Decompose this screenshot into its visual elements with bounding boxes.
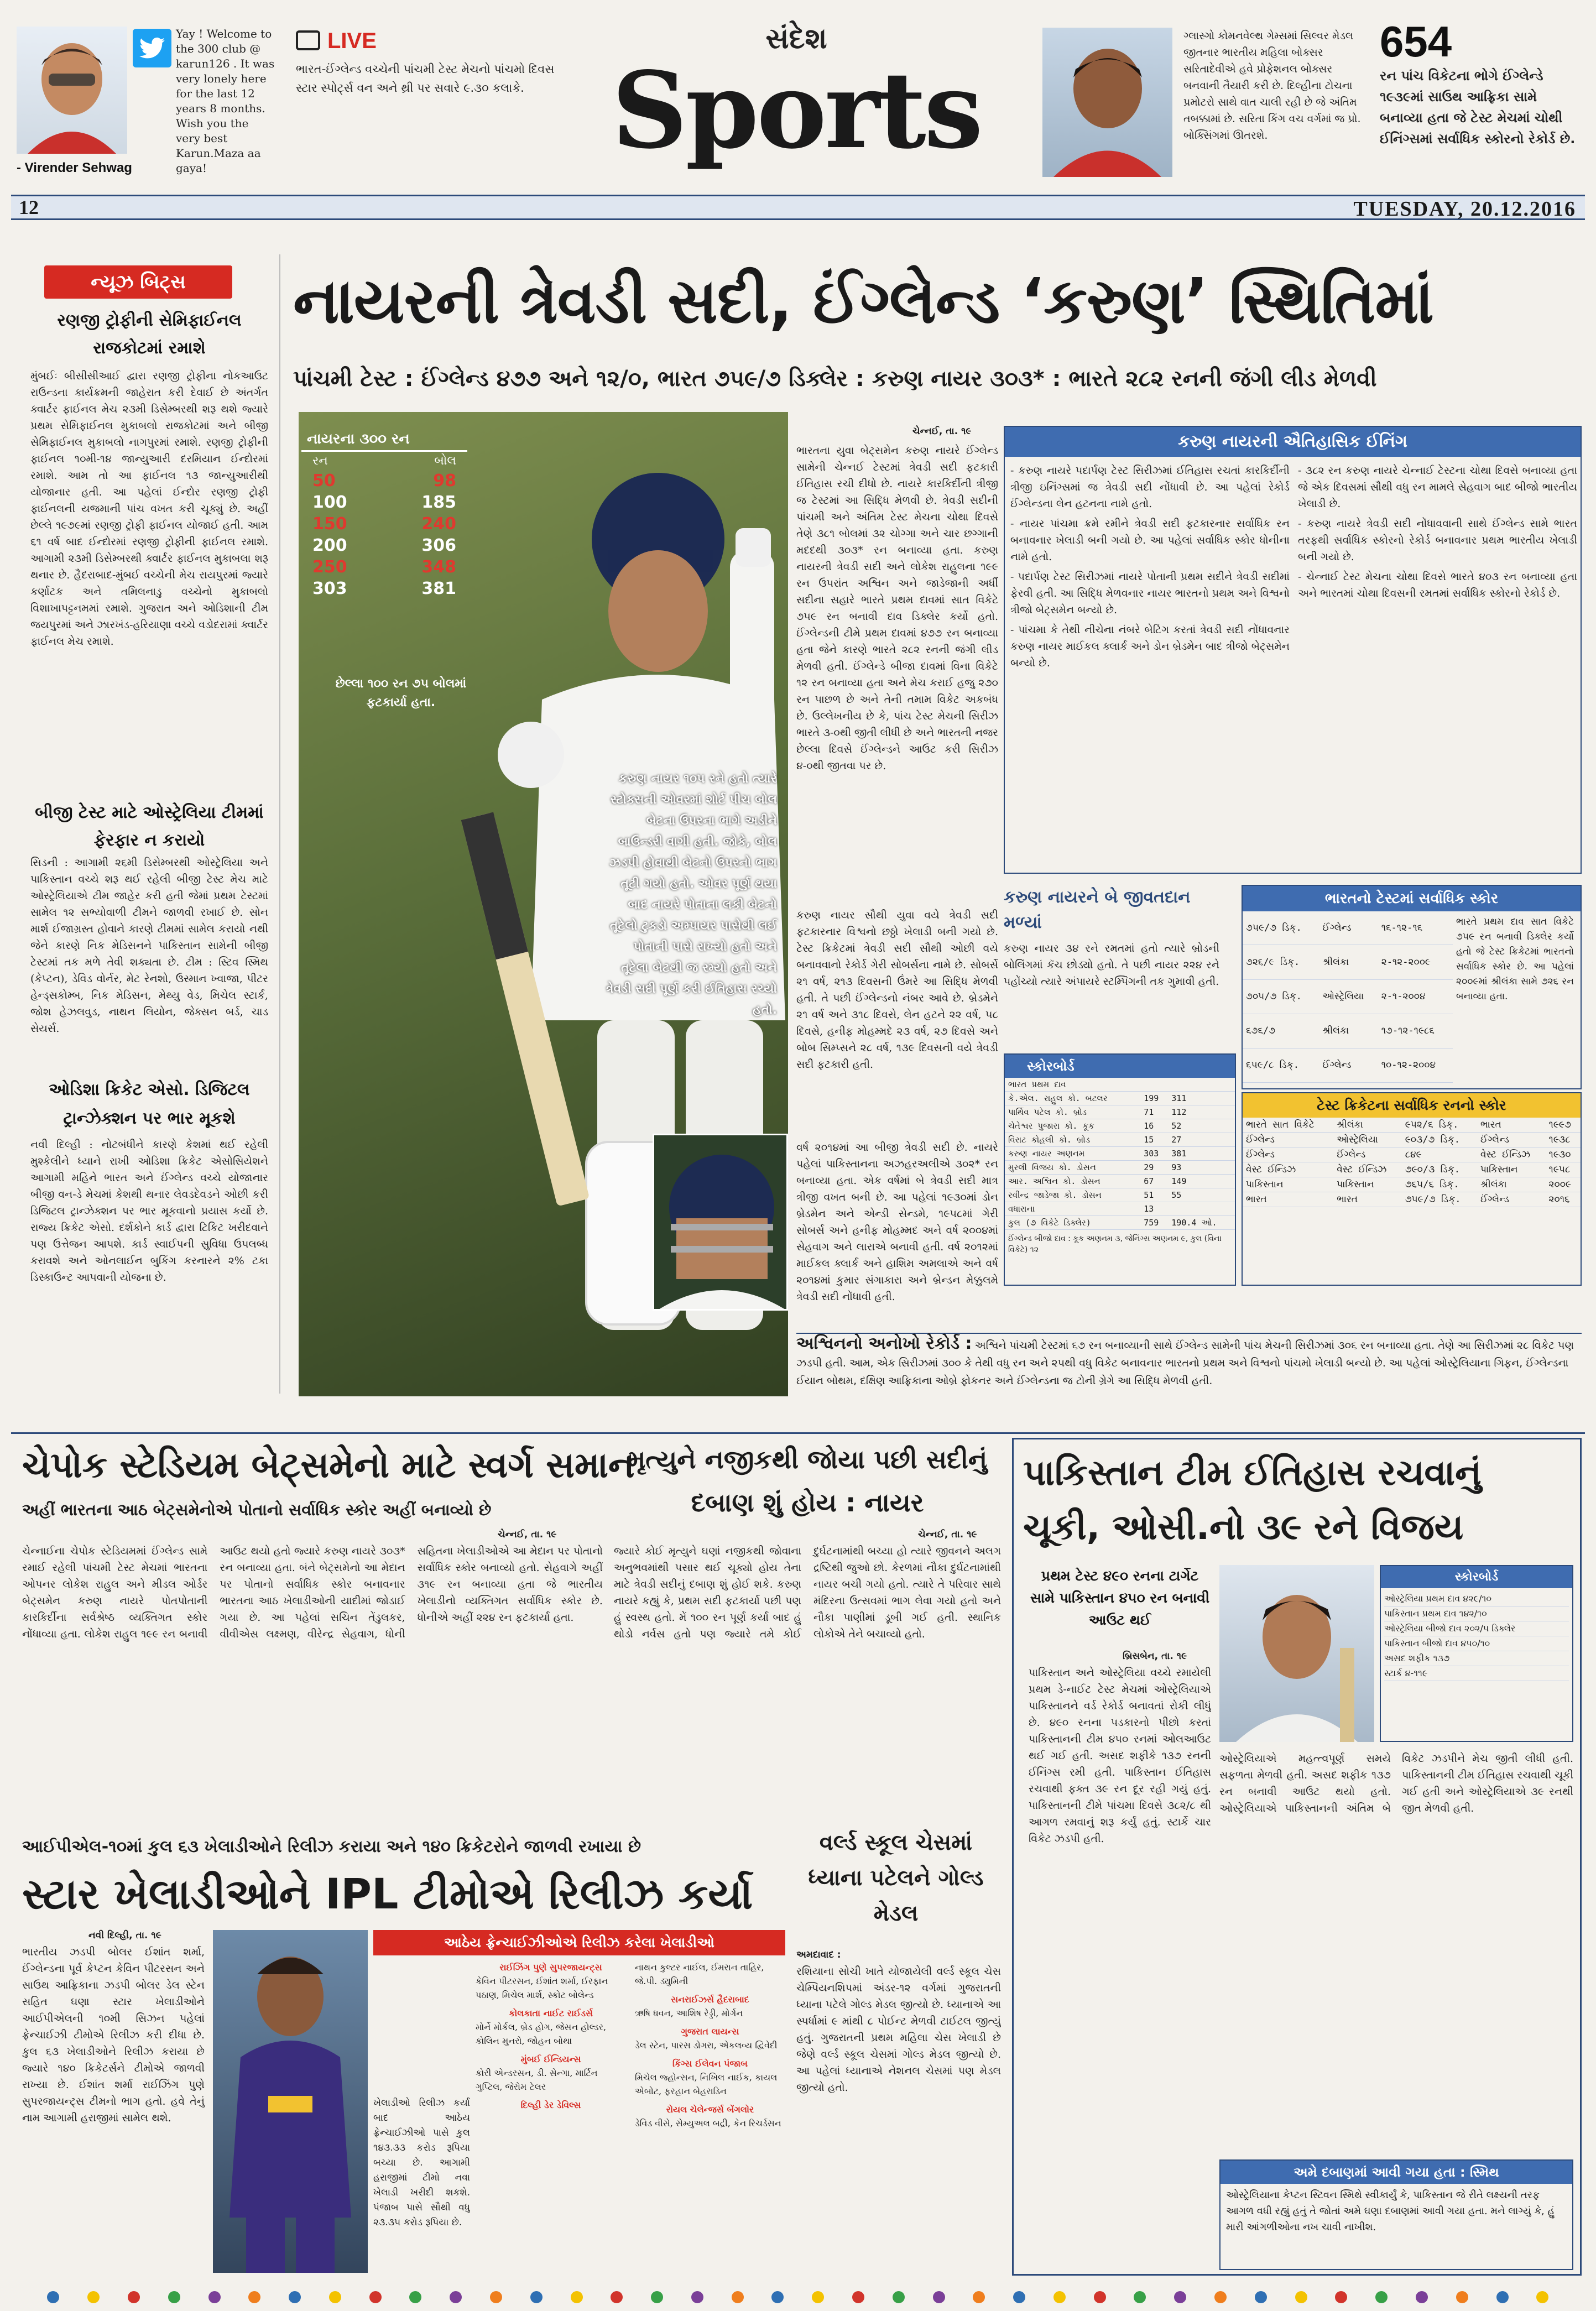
- asad-shafiq-photo: [1219, 1565, 1374, 1742]
- nair-300-row: [301, 556, 467, 578]
- footer-dot: [651, 2291, 663, 2303]
- footer-dot: [1335, 2291, 1347, 2303]
- footer-dot: [450, 2291, 462, 2303]
- footer-dot: [933, 2291, 945, 2303]
- page-number: 12: [19, 196, 39, 218]
- scoreboard-cell: વિરાટ કોહલી કો. બ્રોડ: [1005, 1133, 1140, 1147]
- record-row: [1243, 1162, 1581, 1177]
- pak-scoreboard-line: ઓસ્ટ્રેલિયા બીજો દાવ ૨૦૨/૫ ડિક્લેર: [1384, 1621, 1569, 1636]
- smith-box: [1219, 2159, 1573, 2270]
- footer-dot: [732, 2291, 744, 2303]
- history-point: - ૩૮૨ રન કરુણ નાયરે ચેન્નાઈ ટેસ્ટના ચોથા દિવસે બનાવ્યા હતા જે એક દિવસમાં સૌથી વધુ રન મામલે સેહવાગ બાદ બીજો ભારતીય ખેલાડી છે.: [1298, 465, 1577, 510]
- scoreboard-title: સ્કોરબોર્ડ: [1005, 1055, 1235, 1078]
- released-team: [635, 1992, 785, 2020]
- released-team: [635, 2057, 785, 2098]
- nair-300-row: [301, 470, 467, 492]
- record-cell: ૭૫૯/૭ ડિક્.: [1402, 1192, 1477, 1207]
- record-cell: વેસ્ટ ઈન્ડિઝ: [1243, 1162, 1333, 1177]
- scoreboard-cell: 303: [1140, 1147, 1168, 1161]
- footer-dot: [329, 2291, 341, 2303]
- record-cell: ૧૯૩૦: [1545, 1147, 1581, 1162]
- scoreboard-row: [1005, 1078, 1235, 1092]
- shafiq-portrait: [1219, 1565, 1374, 1742]
- ashwin-body: અશ્વિને પાંચમી ટેસ્ટમાં ૬૭ રન બનાવ્યાની સાથે ઈંગ્લેન્ડ સામેની પાંચ મેચની સિરીઝમાં ૩૦૬ રન બનાવ્યા હતા. તેણે આ સિરીઝમાં ૨૮ વિકેટ પણ ઝડપી હતી. આમ, એક સિરીઝમાં ૩૦૦ કે તેથી વધુ રન અને ૨૫થી વધુ વિકેટ બનાવનાર ભારતનો પ્રથમ અને વિશ્વનો પાંચમો ખેલાડી બન્યો છે. આ પહેલાં ઓસ્ટ્રેલિયાના ગિફન, ઈંગ્લેન્ડના ઈયાન બોથમ, દક્ષિણ આફ્રિકાના ઓબ્રે ફોકનર અને ઈંગ્લેન્ડના જ ટોની ગ્રેગે આ સિદ્ધિ મેળવી હતી.: [796, 1339, 1574, 1387]
- nair-300-balls: 381: [421, 579, 456, 598]
- footer-dot: [1013, 2291, 1025, 2303]
- live-label: LIVE: [327, 29, 377, 53]
- history-point: - પદાર્પણ ટેસ્ટ સિરીઝમાં નાયરે પોતાની પ્રથમ સદીને ત્રેવડી સદીમાં ફેરવી હતી. આ સિદ્ધિ મેળવનાર નાયર ભારતનો પ્રથમ અને વિશ્વનો ત્રીજો બેટ્સમેન બન્યો છે.: [1010, 571, 1290, 616]
- record-cell: ઈંગ્લેન્ડ: [1243, 1133, 1333, 1147]
- scoreboard-cell: ભારત પ્રથમ દાવ: [1005, 1078, 1140, 1092]
- footer-dot: [571, 2291, 583, 2303]
- pak-scoreboard-line: અસદ શફીક ૧૩૭: [1384, 1651, 1569, 1666]
- scoreboard-cell: પાર્થિવ પટેલ કો. બ્રોડ: [1005, 1105, 1140, 1119]
- history-box: [1004, 426, 1582, 874]
- helmet-closeup: [654, 1135, 788, 1311]
- history-point: - કરુણ નાયરે ત્રેવડી સદી નોંધાવવાની સાથે ઈંગ્લેન્ડ સામે ભારત તરફથી સર્વાધિક સ્કોરનો રેકોર્ડ બનાવનાર પ્રથમ ભારતીય ખેલાડી બની ગયો છે.: [1298, 518, 1577, 563]
- nair-300-runs: 250: [312, 557, 347, 577]
- scoreboard-cell: 112: [1168, 1105, 1235, 1119]
- team-score-row: [1243, 979, 1453, 1014]
- page-date: TUESDAY, 20.12.2016: [1353, 197, 1576, 221]
- pak-scoreboard-line: પાકિસ્તાન બીજો દાવ ૪૫૦/૧૦: [1384, 1636, 1569, 1651]
- chepauk-body: ચેન્નાઈના ચેપોક સ્ટેડિયમમાં ઈંગ્લેન્ડ સામે રમાઈ રહેલી પાંચમી ટેસ્ટ મેચમાં ભારતના ઓપનર લોકેશ રાહુલ અને મીડલ ઓર્ડર બેટ્સમેન કરુણ નાયરે પોતપોતાની કારકિર્દીના સર્વશ્રેષ્ઠ વ્યક્તિગત સ્કોર નોંધાવ્યા હતા. લોકેશ રાહુલ ૧૯૯ રન બનાવી આઉટ થયો હતો જ્યારે કરુણ નાયરે ૩૦૩* રન બનાવ્યા હતા. બંને બેટ્સમેનો આ મેદાન પર પોતાનો સર્વાધિક સ્કોર બનાવનાર ભારતના આઠ ખેલાડીઓની યાદીમાં જોડાઈ ગયા છે. આ પહેલાં સચિન તેંડુલકર, વીવીએસ લક્ષ્મણ, વીરેન્દ્ર સેહવાગ, ધોની સહિતના ખેલાડીઓએ આ મેદાન પર પોતાનો સર્વાધિક સ્કોર બનાવ્યો હતો. સેહવાગે અહીં ૩૧૯ રન બનાવ્યા હતા જે ભારતીય ખેલાડીનો વ્યક્તિગત સર્વાધિક સ્કોર છે. ધોનીએ અહીં ૨૨૪ રન ફટકાર્યા હતા.: [22, 1545, 603, 1640]
- scoreboard-cell: રવીન્દ્ર જાડેજા કો. ડોસન: [1005, 1188, 1140, 1202]
- footer-dot: [812, 2291, 824, 2303]
- news-bit-2-title: બીજી ટેસ્ટ માટે ઓસ્ટ્રેલિયા ટીમમાં ફેરફાર ન કરાયો: [35, 803, 264, 850]
- nair-300-balls: 98: [433, 471, 456, 491]
- ishant-illustration: [213, 1930, 368, 2273]
- nair-300-runs: 150: [312, 514, 347, 534]
- nair-300-title: નાયરના ૩૦૦ રન: [301, 429, 467, 452]
- pakistan-body-2: ઓસ્ટ્રેલિયાએ મહત્ત્વપૂર્ણ સમયે સફળતા મેળવી હતી. અસદ શફીક ૧૩૭ રન બનાવી આઉટ થયો હતો. ઓસ્ટ્રેલિયાએ પાકિસ્તાનની અંતિમ બે વિકેટ ઝડપીને મેચ જીતી લીધી હતી. પાકિસ્તાનની ટીમ ઈતિહાસ રચવાથી ચૂકી ગઈ હતી અને ઓસ્ટ્રેલિયાએ ૩૯ રનથી જીત મેળવી હતી.: [1219, 1752, 1573, 1814]
- scoreboard-row: [1005, 1188, 1235, 1202]
- footer-color-dots: [0, 2283, 1596, 2311]
- scoreboard-cell: 93: [1168, 1161, 1235, 1175]
- chess-body: રશિયાના સોચી ખાતે યોજાયેલી વર્લ્ડ સ્કૂલ ચેસ ચેમ્પિયનશિપમાં અંડર-૧૨ વર્ગમાં ગુજરાતની ધ્યાના પટેલે ગોલ્ડ મેડલ જીત્યો છે. ધ્યાનાએ આ સ્પર્ધામાં ૯ માંથી ૮ પોઈન્ટ મેળવી ટાઈટલ જીત્યું હતું. ગુજરાતની પ્રથમ મહિલા ચેસ ખેલાડી છે જેણે વર્લ્ડ સ્કૂલ ચેસમાં ગોલ્ડ મેડલ જીત્યો છે. આ પહેલાં ધ્યાનાએ નેશનલ ચેસમાં પણ મેડલ જીત્યો હતો.: [796, 1965, 1001, 2094]
- tweet-author: - Virender Sehwag: [17, 160, 132, 175]
- footer-dot: [87, 2291, 100, 2303]
- released-team-name: રોયલ ચેલેન્જર્સ બેંગલોર: [666, 2104, 754, 2115]
- nair-300-runs: 100: [312, 493, 347, 512]
- footer-dot: [691, 2291, 703, 2303]
- released-team-players: ઋષિ ધવન, આશિષ રેડ્ડી, મોર્ગન: [635, 2008, 743, 2018]
- scoreboard-row: [1005, 1105, 1235, 1119]
- main-body-3: વર્ષ ૨૦૧૪માં આ બીજી ત્રેવડી સદી છે. નાયરે પહેલાં પાકિસ્તાનના અઝહરઅલીએ ૩૦૨* રન બનાવ્યા હતા. એક વર્ષમાં બે ત્રેવડી સદી માત્ર ત્રીજી વખત બની છે. આ પહેલાં ૧૯૩૦માં ડોન બ્રેડમેન અને એન્ડી સેન્ડમે, ૧૯૫૮માં ગેરી સોબર્સ અને હનીફ મોહમ્મદ અને વર્ષ ૨૦૦૪માં સેહવાગ અને લારાએ બનાવી હતી. વર્ષ ૨૦૧૨માં માઈકલ ક્લાર્ક અને હાશિમ અમલાએ અને વર્ષ ૨૦૧૪માં કુમાર સંગાકારા અને બ્રેન્ડન મેક્કુલમે ત્રેવડી સદી નોંધાવી હતી.: [796, 1141, 998, 1303]
- sehwag-portrait: [17, 27, 127, 154]
- team-score-cell: ૬૭૬/૭: [1243, 1014, 1319, 1048]
- scoreboard-cell: 71: [1140, 1105, 1168, 1119]
- brand-small: સંદેશ: [765, 22, 827, 55]
- karun-inset-photo: [653, 1134, 788, 1311]
- record-table: [1243, 1118, 1581, 1207]
- footer-dot: [1456, 2291, 1468, 2303]
- team-score-cell: ૧૬-૧૨-૧૬: [1378, 911, 1453, 945]
- record-cell: ભારતે સાત વિકેટે: [1243, 1118, 1333, 1133]
- scoreboard-cell: આર. અશ્વિન કો. ડોસન: [1005, 1175, 1140, 1188]
- column-rule: [279, 254, 280, 1394]
- history-header: કરુણ નાયરની ઐતિહાસિક ઈનિંગ: [1005, 427, 1581, 457]
- team-score-cell: ૭૨૬/૯ ડિક્.: [1243, 945, 1319, 979]
- footer-dot: [1416, 2291, 1428, 2303]
- nair-300-runs: 200: [312, 536, 347, 555]
- history-point: - ચેન્નાઈ ટેસ્ટ મેચના ચોથા દિવસે ભારતે ૪૦૩ રન બનાવ્યા હતા અને ભારતમાં ચોથા દિવસની રમતમાં સર્વાધિક સ્કોરનો રેકોર્ડ છે.: [1298, 571, 1577, 599]
- footer-dot: [1094, 2291, 1106, 2303]
- nair-300-balls: 348: [421, 557, 456, 577]
- scoreboard-cell: 67: [1140, 1175, 1168, 1188]
- released-team-players: નાથન કુલ્ટર નાઈલ, ઈમરાન તાહિર, જે.પી. ડ્યુમિની: [635, 1962, 764, 1986]
- record-cell: ૭૬૫/૬ ડિક્.: [1402, 1177, 1477, 1192]
- pakistan-body: પાકિસ્તાન અને ઓસ્ટ્રેલિયા વચ્ચે રમાયેલી પ્રથમ ડે-નાઈટ ટેસ્ટ મેચમાં ઓસ્ટ્રેલિયાએ પાકિસ્તાનને વર્ડ રેકોર્ડ બનાવતાં રોકી લીધું છે. ૪૯૦ રનના પડકારનો પીછો કરતાં પાકિસ્તાનની ટીમ ૪૫૦ રનમાં ઓલઆઉટ થઈ ગઈ હતી. અસદ શફીકે ૧૩૭ રનની ઈનિંગ્સ રમી હતી. પાકિસ્તાન ઈતિહાસ રચવાથી ફક્ત ૩૯ રન દૂર રહી ગયું હતું. પાકિસ્તાનની ટીમે પાંચમા દિવસે ૩૮૨/૮ થી આગળ રમવાનું શરૂ કર્યું હતું. સ્ટાર્કે ચાર વિકેટ ઝડપી હતી.: [1029, 1667, 1211, 1845]
- record-cell: ૧૯૫૮: [1545, 1162, 1581, 1177]
- scoreboard-cell: 13: [1140, 1202, 1168, 1216]
- released-team-players: ડેલ સ્ટેન, પારસ ડોગરા, એકલવ્ય દ્વિવેદી: [635, 2040, 778, 2051]
- scoreboard-row: [1005, 1216, 1235, 1230]
- record-cell: ઈંગ્લેન્ડ: [1477, 1133, 1546, 1147]
- released-team: [635, 2025, 785, 2052]
- pakistan-headline: પાકિસ્તાન ટીમ ઈતિહાસ રચવાનું ચૂકી, ઓસી.નો ૩૯ રને વિજય: [1023, 1453, 1482, 1548]
- stat-text: રન પાંચ વિકેટના ભોગે ઈંગ્લેન્ડે ૧૯૩૯માં સાઉથ આફ્રિકા સામે બનાવ્યા હતા જે ટેસ્ટ મેચમાં ચોથી ઈનિંગ્સમાં સર્વાધિક સ્કોરનો રેકોર્ડ છે.: [1380, 68, 1576, 147]
- death-body: જ્યારે કોઈ મૃત્યુને ઘણાં નજીકથી જોવાના અનુભવમાંથી પસાર થઈ ચૂક્યો હોય તેના માટે ત્રેવડી સદીનું દબાણ શું હોઈ શકે. કરુણ નાયરે કહ્યું કે, પ્રથમ સદી ફટકાર્યા પછી પણ હું સ્વસ્થ હતો. મેં ૧૦૦ રન પૂર્ણ કર્યા બાદ હું થોડો નર્વસ હતો પણ જ્યારે તમે કોઈ દુર્ઘટનામાંથી બચ્યા હો ત્યારે જીવનને અલગ દ્રષ્ટિથી જુઓ છો. કેરળમાં નૌકા દુર્ઘટનામાંથી નાયર બચી ગયો હતો. ત્યારે તે પરિવાર સાથે મંદિરના ઉત્સવમાં ભાગ લેવા ગયો હતો અને નૌકા પાણીમાં ડૂબી ગઈ હતી. સ્થાનિક લોકોએ તેને બચાવ્યો હતો.: [614, 1545, 1001, 1640]
- nair-300-balls: 185: [421, 493, 456, 512]
- karun-lives-body: કરુણ નાયર ૩૪ રને રમતમાં હતો ત્યારે બ્રોડની બોલિંગમાં કૅચ છોડ્યો હતો. તે પછી નાયર ૨૨૪ રને પહોંચ્યો ત્યારે અંપાયરે સ્ટમ્પિંગની તક ગુમાવી હતી.: [1004, 942, 1219, 988]
- ashwin-box: [796, 1333, 1582, 1421]
- brand-title: Sports: [612, 49, 981, 172]
- released-team-name: રાઈઝિંગ પુણે સુપરજાયન્ટ્સ: [499, 1962, 602, 1973]
- news-bit-2-body: સિડની : આગામી ૨૬મી ડિસેમ્બરથી ઓસ્ટ્રેલિયા અને પાકિસ્તાન વચ્ચે શરૂ થઈ રહેલી બીજી ટેસ્ટ મેચ માટે ઓસ્ટ્રેલિયાએ ટીમ જાહેર કરી હતી જેમાં પ્રથમ ટેસ્ટમાં સામેલ ૧૨ સભ્યોવાળી ટીમને જાળવી રખાઈ છે. સોન માર્શ ઈજાગ્રસ્ત હોવાને કારણે ટીમમાં સામેલ કરાયો નથી જેને કારણે નિક મેડિસનને પાકિસ્તાન સામેની બીજી ટેસ્ટમાં તક મળે તેવી શક્યતા છે. ટીમ : સ્ટિવ સ્મિથ (કેપ્ટન), ડેવિડ વોર્નર, મેટ રેનશો, ઉસ્માન ખ્વાજા, પીટર હેન્ડ્સકોમ્બ, નિક મેડિસન, મેથ્યુ વેડ, મિચેલ સ્ટાર્ક, જોશ હેઝલવુડ, નાથન લિયોન, જેક્સન બર્ડ, ચાડ સેયર્સ.: [30, 857, 268, 1035]
- record-cell: ૨૦૦૯: [1545, 1177, 1581, 1192]
- chepauk-headline: ચેપોક સ્ટેડિયમ બેટ્સમેનો માટે સ્વર્ગ સમાન: [22, 1445, 635, 1486]
- scoreboard-box: [1004, 1053, 1236, 1286]
- released-list: [476, 1960, 785, 2276]
- pakistan-dateline: બ્રિસબેન, તા. ૧૯: [1123, 1651, 1187, 1662]
- pak-scoreboard-line: પાકિસ્તાન પ્રથમ દાવ ૧૪૨/૧૦: [1384, 1606, 1569, 1621]
- scoreboard-cell: કે.એલ. રાહુલ કો. બટલર: [1005, 1092, 1140, 1105]
- record-cell: ૯૫૨/૬ ડિક્.: [1402, 1118, 1477, 1133]
- history-point: - કરુણ નાયરે પદાર્પણ ટેસ્ટ સિરીઝમાં ઈતિહાસ રચતાં કારકિર્દીની ત્રીજી ઇનિંગ્સમાં જ ત્રેવડી સદી નોંધાવી છે. આ પહેલાં રેકોર્ડ ઈંગ્લેન્ડના લેન હટનના નામે હતો.: [1010, 465, 1290, 510]
- nair-300-row: [301, 535, 467, 556]
- record-cell: ૮૪૯: [1402, 1147, 1477, 1162]
- record-cell: ૯૦૩/૭ ડિક્.: [1402, 1133, 1477, 1147]
- record-cell: શ્રીલંકા: [1333, 1118, 1402, 1133]
- released-team-players: કોરી એન્ડરસન, ડી. સેન્ગા, માર્ટિન ગુપ્ટિલ, જેરોમ ટેલર: [476, 2068, 598, 2092]
- record-cell: ૧૯૯૭: [1545, 1118, 1581, 1133]
- live-text: ભારત-ઈંગ્લેન્ડ વચ્ચેની પાંચમી ટેસ્ટ મેચનો પાંચમો દિવસ સ્ટાર સ્પોર્ટ્સ વન અને થ્રી પર સવારે ૯.૩૦ કલાકે.: [296, 62, 555, 95]
- nair-300-runs: 303: [312, 579, 347, 598]
- team-scores-table: [1243, 911, 1453, 1083]
- scoreboard-row: [1005, 1092, 1235, 1105]
- history-point: - નાયર પાંચમા ક્રમે રમીને ત્રેવડી સદી ફટકારનાર સર્વાધિક રન બનાવનાર ખેલાડી બની ગયો છે. આ પહેલાં સર્વાધિક સ્કોર ધોનીના નામે હતો.: [1010, 518, 1290, 563]
- ipl-headline: સ્ટાર ખેલાડીઓને IPL ટીમોએ રિલીઝ કર્યા: [22, 1869, 753, 1918]
- death-headline: મૃત્યુને નજીકથી જોયા પછી સદીનું દબાણ શું હોય : નાયર: [627, 1444, 988, 1517]
- footer-dot: [1255, 2291, 1267, 2303]
- team-score-row: [1243, 945, 1453, 979]
- nair-300-table: [301, 429, 467, 677]
- record-row: [1243, 1192, 1581, 1207]
- footer-dot: [530, 2291, 543, 2303]
- news-bits-header: ન્યૂઝ બિટ્સ: [44, 265, 232, 299]
- released-team: [476, 2006, 626, 2048]
- record-table-box: [1242, 1092, 1582, 1286]
- record-cell: શ્રીલંકા: [1477, 1177, 1546, 1192]
- sarita-photo: [1042, 28, 1172, 177]
- released-team: [476, 1960, 626, 2002]
- scoreboard-cell: 199: [1140, 1092, 1168, 1105]
- team-score-cell: ઓસ્ટ્રેલિયા: [1319, 979, 1378, 1014]
- news-bit-1-body: મુંબઈઃ બીસીસીઆઈ દ્વારા રણજી ટ્રોફીના નોકઆઉટ રાઉન્ડના કાર્યક્રમની જાહેરાત કરી દેવાઈ છે અંતર્ગત ક્વાર્ટર ફાઈનલ મેચ ૨૩મી ડિસેમ્બરથી શરૂ થશે જ્યારે પ્રથમ સેમિફાઈનલ મુકાબલો રાજકોટમાં અને બીજી સેમિફાઈનલ મુકાબલો નાગપુરમાં રમાશે. રણજી ટ્રોફીની ફાઈનલ ૧૦મી-૧૪ જાન્યુઆરી દરમિયાન ઈન્દોરમાં રમાશે. આમ તો આ ફાઈનલ ૧૩ જાન્યુઆરીથી યોજાનાર હતી. આ પહેલાં ઈન્દોર રણજી ટ્રોફી ફાઈનલની યજમાની પાંચ વખત કરી ચૂક્યું છે. અહીં છેલ્લે ૧૯૭૯માં રણજી ટ્રોફી ફાઈનલ યોજાઈ હતી. આમ ૬૧ વર્ષ બાદ ઈન્દોરમાં રણજી ટ્રોફીની ફાઈનલ રમાશે. આગામી ૨૩મી ડિસેમ્બરથી ક્વાર્ટર ફાઈનલ મુકાબલા શરૂ થનાર છે. હૈદરાબાદ-મુંબઈ વચ્ચેની મેચ રાયપુરમાં જ્યારે કર્ણાટક અને તમિલનાડુ વચ્ચેનો મુકાબલો વિશાખાપટ્ટનમમાં રમાશે. ગુજરાત અને ઓડિશાની ટીમ જયપુરમાં અને ઝારખંડ-હરિયાણા વચ્ચે વડોદરામાં ક્વાર્ટર ફાઈનલ મેચ રમાશે.: [30, 370, 268, 648]
- nair-300-col-runs: રન: [312, 454, 328, 468]
- footer-dot: [1214, 2291, 1227, 2303]
- record-cell: ૨૦૧૬: [1545, 1192, 1581, 1207]
- footer-dot: [1375, 2291, 1388, 2303]
- ishant-photo: [213, 1930, 368, 2273]
- news-bit-3-title: ઓડિશા ક્રિકેટ એસો. ડિજિટલ ટ્રાન્ઝેક્શન પર ભાર મૂકશે: [49, 1080, 250, 1128]
- chess-headline: વર્લ્ડ સ્કૂલ ચેસમાં ધ્યાના પટેલને ગોલ્ડ મેડલ: [808, 1830, 984, 1926]
- record-cell: ઈંગ્લેન્ડ: [1243, 1147, 1333, 1162]
- scoreboard-cell: 55: [1168, 1188, 1235, 1202]
- sehwag-photo: [17, 27, 127, 154]
- boxer-portrait: [1042, 28, 1172, 177]
- history-left: [1010, 462, 1290, 872]
- nair-300-balls: 240: [421, 514, 456, 534]
- team-scores-box: [1242, 885, 1582, 1089]
- released-team-players: કેવિન પીટરસન, ઈશાંત શર્મા, ઈરફાન પઠાણ, મિચેલ માર્શ, સ્કોટ બોલેન્ડ: [476, 1976, 608, 2000]
- record-cell: ઈંગ્લેન્ડ: [1333, 1147, 1402, 1162]
- record-cell: ૭૯૦/૩ ડિક્.: [1402, 1162, 1477, 1177]
- scoreboard-cell: 52: [1168, 1119, 1235, 1133]
- news-bit-3-body: નવી દિલ્હી : નોટબંધીને કારણે કેશમાં થઈ રહેલી મુશ્કેલીને ધ્યાને રાખી ઓડિશા ક્રિકેટ એસોસિયેશને આગામી મહિને ભારત અને ઈંગ્લેન્ડ વચ્ચે યોજાનાર બીજી વન-ડે મેચમાં કેશથી થનાર લેવડદેવડને ઓછી કરી ડિજિટલ ટ્રાન્ઝેક્શન પર ભાર મૂકવાનો પ્રયાસ કર્યો છે. રાજ્ય ક્રિકેટ એસો. દર્શકોને કાર્ડ દ્વારા ટિકિટ ખરીદવાને પણ ઉત્તેજન આપશે. કાર્ડ સ્વાઈપની સુવિધા ઉપલબ્ધ કરાવશે અને ઓનલાઈન બુકિંગ કરનારને ૨% ટકા ડિસ્કાઉન્ટ આપવાની યોજના છે.: [30, 1139, 268, 1284]
- stat-number: 654: [1380, 17, 1452, 66]
- released-team-name: કોલકાતા નાઈટ રાઈડર્સ: [508, 2008, 593, 2018]
- record-table-title: ટેસ્ટ ક્રિકેટના સર્વાધિક રનનો સ્કોર: [1243, 1093, 1581, 1118]
- scoreboard-england: ઈંગ્લેન્ડ બીજો દાવ : કૂક અણનમ ૩, જેનિંગ્સ અણનમ ૯, કુલ (વિના વિકેટે) ૧૨: [1008, 1234, 1222, 1254]
- history-right: [1298, 462, 1577, 872]
- ipl-dateline: નવી દિલ્હી, તા. ૧૯: [88, 1930, 161, 1941]
- death-dateline: ચેન્નઈ, તા. ૧૯: [918, 1529, 977, 1540]
- ipl-subhead: આઈપીએલ-૧૦માં કુલ ૬૩ ખેલાડીઓને રિલીઝ કરાયા અને ૧૪૦ ક્રિકેટરોને જાળવી રખાયા છે: [22, 1837, 641, 1856]
- nair-300-row: [301, 492, 467, 513]
- twitter-icon: [133, 29, 171, 67]
- nair-300-runs: 50: [312, 471, 336, 491]
- main-body-1: ભારતના યુવા બેટ્સમેન કરુણ નાયરે ઈંગ્લેન્ડ સામેની ચેન્નઈ ટેસ્ટમાં ત્રેવડી સદી ફટકારી ઈતિહાસ રચી દીધો છે. નાયરે કારકિર્દીની ત્રીજી જ ટેસ્ટમાં આ સિદ્ધિ મેળવી છે. ત્રેવડી સદીની પાંચમી અને અંતિમ ટેસ્ટ મેચના ચોથા દિવસે તેણે ૩૮૧ બોલમાં ૩૨ ચોગ્ગા અને ચાર છગ્ગાની મદદથી ૩૦૩* રન બનાવ્યા હતા. કરુણ નાયરની ત્રેવડી સદી અને લોકેશ રાહુલના ૧૯૯ રન ઉપરાંત અશ્વિન અને જાડેજાની અર્ધી સદીના સહારે ભારતે પ્રથમ દાવમાં સાત વિકેટે ૭૫૯ રન બનાવી દાવ ડિક્લેર કર્યો હતો. ઈંગ્લેન્ડની ટીમે પ્રથમ દાવમાં ૪૭૭ રન બનાવ્યા હતા જેને કારણે ભારતે ૨૮૨ રનની જંગી લીડ મેળવી હતી. ઈંગ્લેન્ડે બીજા દાવમાં વિના વિકેટે ૧૨ રન બનાવ્યા હતા અને મેચ કરાઈ હજુ ૨૭૦ રન પાછળ છે અને તેની તમામ વિકેટ અકબંધ છે. ઉલ્લેખનીય છે કે, પાંચ ટેસ્ટ મેચની સિરીઝ ભારતે ૩-૦થી જીતી લીધી છે અને ભારતની નજર છેલ્લા દિવસે ઈંગ્લેન્ડને આઉટ કરી સિરીઝ ૪-૦થી જીતવા પર છે.: [796, 445, 998, 772]
- record-cell: પાકિસ્તાન: [1243, 1177, 1333, 1192]
- smith-body: ઓસ્ટ્રેલિયાના કેપ્ટન સ્ટિવન સ્મિથે સ્વીકાર્યું કે, પાકિસ્તાન જે રીતે લક્ષ્યની તરફ આગળ વધી રહ્યું હતું તે જોતાં અમે ઘણા દબાણમાં આવી ગયા હતા. મને લાગ્યું કે, હું મારી આંગળીઓના નખ ચાવી નાખીશ.: [1226, 2189, 1555, 2233]
- team-score-cell: ૧૭-૧૨-૧૯૮૬: [1378, 1014, 1453, 1048]
- team-score-row: [1243, 1014, 1453, 1048]
- nair-300-rows: [301, 470, 467, 599]
- nair-300-row: [301, 513, 467, 535]
- record-cell: ઓસ્ટ્રેલિયા: [1333, 1133, 1402, 1147]
- divider-lower: [11, 1432, 1585, 1434]
- released-team-players: ડેવિડ વીસે, સેમ્યુઅલ બદ્રી, કેન રિચર્ડસન: [635, 2118, 781, 2129]
- scoreboard-cell: ચેતેશ્વર પુજારા કો. કૂક: [1005, 1119, 1140, 1133]
- nair-300-row: [301, 578, 467, 599]
- scoreboard-cell: કરુણ નાયર અણનમ: [1005, 1147, 1140, 1161]
- released-team: [476, 2052, 626, 2094]
- photo-caption: કરુણ નાયર ૧૦૫ રને હતો ત્યારે સ્ટોક્સની ઓવરમાં શોર્ટ પીચ બોલ બેટના ઉપરના ભાગે અડીને બાઉન્ડરી વાગી હતી. જોકે, બોલ ઝડપી હોવાથી બેટનો ઉપરનો ભાગ તૂટી ગયો હતો. ઓવર પૂર્ણ થયા બાદ નાયરે પોતાના લકી બેટનો તૂટેલો ટુકડો અમ્પાયર પાસેથી લઈ પોતાની પાસે રાખ્યો હતો અને તૂટેલા બેટથી જ રમ્યો હતો અને ત્રેવડી સદી પૂર્ણ કરી ઈતિહાસ રચ્યો હતો.: [606, 772, 777, 1017]
- footer-dot: [289, 2291, 301, 2303]
- footer-dot: [168, 2291, 180, 2303]
- footer-dot: [1536, 2291, 1548, 2303]
- released-team-name: ગુજરાત લાયન્સ: [681, 2026, 739, 2037]
- footer-dot: [852, 2291, 864, 2303]
- record-cell: ૧૯૩૮: [1545, 1133, 1581, 1147]
- tweet-text: Yay ! Welcome to the 300 club @ karun126 . It was very lonely here for the last 12 years 8 months. Wish you the very best Karun.Maza aa gaya!: [176, 27, 275, 175]
- team-score-row: [1243, 911, 1453, 945]
- scoreboard-cell: 759: [1140, 1216, 1168, 1230]
- nair-300-balls: 306: [421, 536, 456, 555]
- scoreboard-cell: [1168, 1078, 1235, 1092]
- footer-dot: [611, 2291, 623, 2303]
- record-row: [1243, 1147, 1581, 1162]
- nair-300-note: છેલ્લા ૧૦૦ રન ૭૫ બોલમાં ફટકાર્યા હતા.: [335, 677, 467, 710]
- released-team-name: કિંગ્સ ઈલેવન પંજાબ: [672, 2058, 748, 2069]
- released-team-name: સનરાઈઝર્સ હૈદરાબાદ: [671, 1994, 749, 2005]
- scoreboard-cell: [1168, 1202, 1235, 1216]
- ipl-body: ભારતીય ઝડપી બોલર ઈશાંત શર્મા, ઈંગ્લેન્ડના પૂર્વ કેપ્ટન કેવિન પીટરસન અને સાઉથ આફ્રિકાના ઝડપી બોલર ડેલ સ્ટેન સહિત ઘણા સ્ટાર ખેલાડીઓને આઈપીએલની ૧૦મી સિઝન પહેલાં ફ્રેન્ચાઈઝી ટીમોએ રિલીઝ કરી દીધા છે. કુલ ૬૩ ખેલાડીઓને રિલીઝ કરાયા છે જ્યારે ૧૪૦ ક્રિકેટર્સને ટીમોએ જાળવી રાખ્યા છે. ઈશાંત શર્મા રાઈઝિંગ પુણે સુપરજાયન્ટ્સ ટીમનો ભાગ હતો. હવે તેનું નામ આગામી હરાજીમાં સામેલ થશે.: [22, 1946, 205, 2124]
- scoreboard-cell: 27: [1168, 1133, 1235, 1147]
- footer-dot: [973, 2291, 985, 2303]
- footer-dot: [893, 2291, 905, 2303]
- team-scores-note: ભારતે પ્રથમ દાવ સાત વિકેટે ૭૫૯ રન બનાવી ડિક્લેર કર્યો હતો જે ટેસ્ટ ક્રિકેટમાં ભારતનો સર્વાધિક સ્કોર છે. આ પહેલાં ૨૦૦૯માં શ્રીલંકા સામે ૭૨૬ રન બનાવ્યા હતા.: [1456, 916, 1574, 1002]
- main-dateline: ચેન્નઈ, તા. ૧૯: [912, 426, 972, 437]
- scoreboard-row: [1005, 1202, 1235, 1216]
- record-cell: પાકિસ્તાન: [1477, 1162, 1546, 1177]
- chepauk-subhead: અહીં ભારતના આઠ બેટ્સમેનોએ પોતાનો સર્વાધિક સ્કોર અહીં બનાવ્યો છે: [22, 1500, 492, 1519]
- pak-scoreboard-box: [1380, 1565, 1573, 1742]
- pak-scoreboard-title: સ્કોરબોર્ડ: [1381, 1566, 1572, 1588]
- karun-lives-title: કરુણ નાયરને બે જીવતદાન મળ્યાં: [1004, 888, 1191, 932]
- released-team-name: મુંબઈ ઈન્ડિયન્સ: [520, 2054, 581, 2064]
- scoreboard-cell: 15: [1140, 1133, 1168, 1147]
- main-subhead: પાંચમી ટેસ્ટ : ઈંગ્લેન્ડ ૪૭૭ અને ૧૨/૦, ભારત ૭૫૯/૭ ડિક્લેર : કરુણ નાયર ૩૦૩* : ભારતે ૨૮૨ રનની જંગી લીડ મેળવી: [293, 366, 1377, 392]
- footer-dot: [128, 2291, 140, 2303]
- scoreboard-cell: 29: [1140, 1161, 1168, 1175]
- record-row: [1243, 1118, 1581, 1133]
- scoreboard-row: [1005, 1161, 1235, 1175]
- scoreboard-cell: કુલ (૭ વિકેટે ડિક્લેર): [1005, 1216, 1140, 1230]
- record-cell: ભારત: [1333, 1192, 1402, 1207]
- team-score-cell: ૬૫૯/૮ ડિક્.: [1243, 1048, 1319, 1082]
- record-cell: વેસ્ટ ઈન્ડિઝ: [1333, 1162, 1402, 1177]
- scoreboard-row: [1005, 1147, 1235, 1161]
- masthead: [0, 0, 1596, 221]
- scoreboard-table: [1005, 1078, 1235, 1230]
- pak-scoreboard-line: ઓસ્ટ્રેલિયા પ્રથમ દાવ ૪૨૯/૧૦: [1384, 1592, 1569, 1606]
- history-point: - પાંચમા કે તેથી નીચેના નંબરે બેટિંગ કરતાં ત્રેવડી સદી નોંધાવનાર કરુણ નાયર માઈકલ ક્લાર્ક અને ડોન બ્રેડમેન બાદ ત્રીજો બેટ્સમેન બન્યો છે.: [1010, 624, 1290, 669]
- scoreboard-cell: 190.4 ઓ.: [1168, 1216, 1235, 1230]
- scoreboard-cell: 149: [1168, 1175, 1235, 1188]
- team-score-row: [1243, 1048, 1453, 1082]
- main-body-2: કરુણ નાયર સૌથી યુવા વયે ત્રેવડી સદી ફટકારનાર વિશ્વનો છઠ્ઠો ખેલાડી બની ગયો છે. ટેસ્ટ ક્રિકેટમાં ત્રેવડી સદી સૌથી ઓછી વયે બનાવવાનો રેકોર્ડ ગેરી સોબર્સના નામે છે. સોબર્સે ૨૧ વર્ષ, ૨૧૩ દિવસની ઉંમરે આ સિદ્ધિ મેળવી હતી. તે પછી ઈંગ્લેન્ડનો નંબર આવે છે. બ્રેડમેને ૨૧ વર્ષ અને ૩૧૮ દિવસે, લેન હટને ૨૨ વર્ષ, ૫૮ દિવસે, હનીફ મોહમ્મદે ૨૩ વર્ષ, ૨૭ દિવસે અને બોબ સિમ્પ્સને ૨૮ વર્ષ, ૧૩૯ દિવસની વયે ત્રેવડી સદી ફટકારી હતી.: [796, 909, 998, 1071]
- scoreboard-row: [1005, 1175, 1235, 1188]
- released-team-players: મિચેલ જ્હોન્સન, નિખિલ નાઈક, કાયલ એબોટ, ફરહાન બેહરાડિન: [635, 2072, 778, 2096]
- scoreboard-cell: 381: [1168, 1147, 1235, 1161]
- released-title-bar: [373, 1930, 785, 1955]
- scoreboard-cell: 51: [1140, 1188, 1168, 1202]
- record-row: [1243, 1133, 1581, 1147]
- footer-dot: [1295, 2291, 1307, 2303]
- released-team: [635, 2103, 785, 2130]
- team-score-cell: ૭૦૫/૭ ડિક્.: [1243, 979, 1319, 1014]
- scoreboard-cell: 16: [1140, 1119, 1168, 1133]
- ashwin-title: અશ્વિનનો અનોખો રેકોર્ડ :: [796, 1334, 972, 1353]
- team-score-cell: ઈંગ્લેન્ડ: [1319, 911, 1378, 945]
- team-score-cell: ૨-૧૨-૨૦૦૯: [1378, 945, 1453, 979]
- footer-dot: [248, 2291, 260, 2303]
- pak-scoreboard-rows: [1381, 1588, 1572, 1684]
- pakistan-kicker: પ્રથમ ટેસ્ટ ૪૯૦ રનના ટાર્ગેટ સામે પાકિસ્તાન ૪૫૦ રન બનાવી આઉટ થઈ: [1030, 1568, 1210, 1628]
- scoreboard-row: [1005, 1133, 1235, 1147]
- footer-dot: [369, 2291, 382, 2303]
- news-bit-1-title: રણજી ટ્રોફીની સેમિફાઈનલ રાજકોટમાં રમાશે: [57, 311, 242, 358]
- record-cell: પાકિસ્તાન: [1333, 1177, 1402, 1192]
- released-team-name: દિલ્હી ડેર ડેવિલ્સ: [520, 2100, 581, 2110]
- footer-dot: [490, 2291, 502, 2303]
- smith-title: અમે દબાણમાં આવી ગયા હતા : સ્મિથ: [1221, 2161, 1572, 2184]
- team-score-cell: ૭૫૯/૭ ડિક્.: [1243, 911, 1319, 945]
- ipl-photo-caption: ખેલાડીઓ રિલીઝ કર્યા બાદ આઠેય ફ્રેન્ચાઈઝીઓ પાસે કુલ ૧૪૩.૩૩ કરોડ રૂપિયા બચ્યા છે. આગામી હરાજીમાં ટીમો નવા ખેલાડી ખરીદી શકશે. પંજાબ પાસે સૌથી વધુ ૨૩.૩૫ કરોડ રૂપિયા છે.: [373, 2098, 470, 2228]
- footer-dot: [1496, 2291, 1509, 2303]
- footer-dot: [771, 2291, 784, 2303]
- team-score-cell: શ્રીલંકા: [1319, 1014, 1378, 1048]
- record-cell: ઈંગ્લેન્ડ: [1477, 1192, 1546, 1207]
- footer-dot: [1134, 2291, 1146, 2303]
- team-scores-title: ભારતનો ટેસ્ટમાં સર્વાધિક સ્કોર: [1243, 886, 1581, 911]
- scoreboard-cell: મુરલી વિજય કો. ડોસન: [1005, 1161, 1140, 1175]
- record-cell: ભારત: [1477, 1118, 1546, 1133]
- released-title-text: આઠેય ફ્રેન્ચાઈઝીઓએ રિલીઝ કરેલા ખેલાડીઓ: [444, 1934, 714, 1950]
- pak-scoreboard-line: સ્ટાર્ક ૪-૧૧૯: [1384, 1666, 1569, 1681]
- main-headline: નાયરની ત્રેવડી સદી, ઈંગ્લેન્ડ ‘કરુણ’ સ્થિતિમાં: [293, 265, 1434, 337]
- sarita-caption: ગ્લાસ્ગો કોમનવેલ્થ ગેમ્સમાં સિલ્વર મેડલ જીતનાર ભારતીય મહિલા બોક્સર સરિતાદેવીએ હવે પ્રોફેશનલ બોક્સર બનવાની તૈયારી કરી છે. દિલ્હીના ટોચના પ્રમોટરો સાથે વાત ચાલી રહી છે જે અંતિમ તબક્કામાં છે. સરિતા કિંગ વચ વર્ગમાં જ પ્રો. બોક્સિંગમાં ઊતરશે.: [1183, 30, 1361, 142]
- chepauk-dateline: ચેન્નઈ, તા. ૧૯: [498, 1529, 557, 1540]
- scoreboard-cell: [1140, 1078, 1168, 1092]
- scoreboard-cell: વધારાના: [1005, 1202, 1140, 1216]
- chess-dateline: અમદાવાદ :: [796, 1949, 841, 1960]
- record-cell: વેસ્ટ ઈન્ડિઝ: [1477, 1147, 1546, 1162]
- scoreboard-row: [1005, 1119, 1235, 1133]
- footer-dot: [1053, 2291, 1066, 2303]
- footer-dot: [47, 2291, 59, 2303]
- released-team-players: મોર્ને મોર્કલ, બ્રેડ હોગ, જેસન હોલ્ડર, કોલિન મુનરો, જોહન બોથા: [476, 2022, 607, 2046]
- team-score-cell: ૧૦-૧૨-૨૦૦૪: [1378, 1048, 1453, 1082]
- record-cell: ભારત: [1243, 1192, 1333, 1207]
- footer-dot: [208, 2291, 221, 2303]
- nair-300-col-balls: બોલ: [434, 454, 456, 468]
- team-score-cell: ૨-૧-૨૦૦૪: [1378, 979, 1453, 1014]
- scoreboard-cell: 311: [1168, 1092, 1235, 1105]
- team-score-cell: શ્રીલંકા: [1319, 945, 1378, 979]
- record-row: [1243, 1177, 1581, 1192]
- team-score-cell: ઈંગ્લેન્ડ: [1319, 1048, 1378, 1082]
- footer-dot: [409, 2291, 421, 2303]
- tv-icon: [296, 30, 320, 50]
- footer-dot: [1174, 2291, 1186, 2303]
